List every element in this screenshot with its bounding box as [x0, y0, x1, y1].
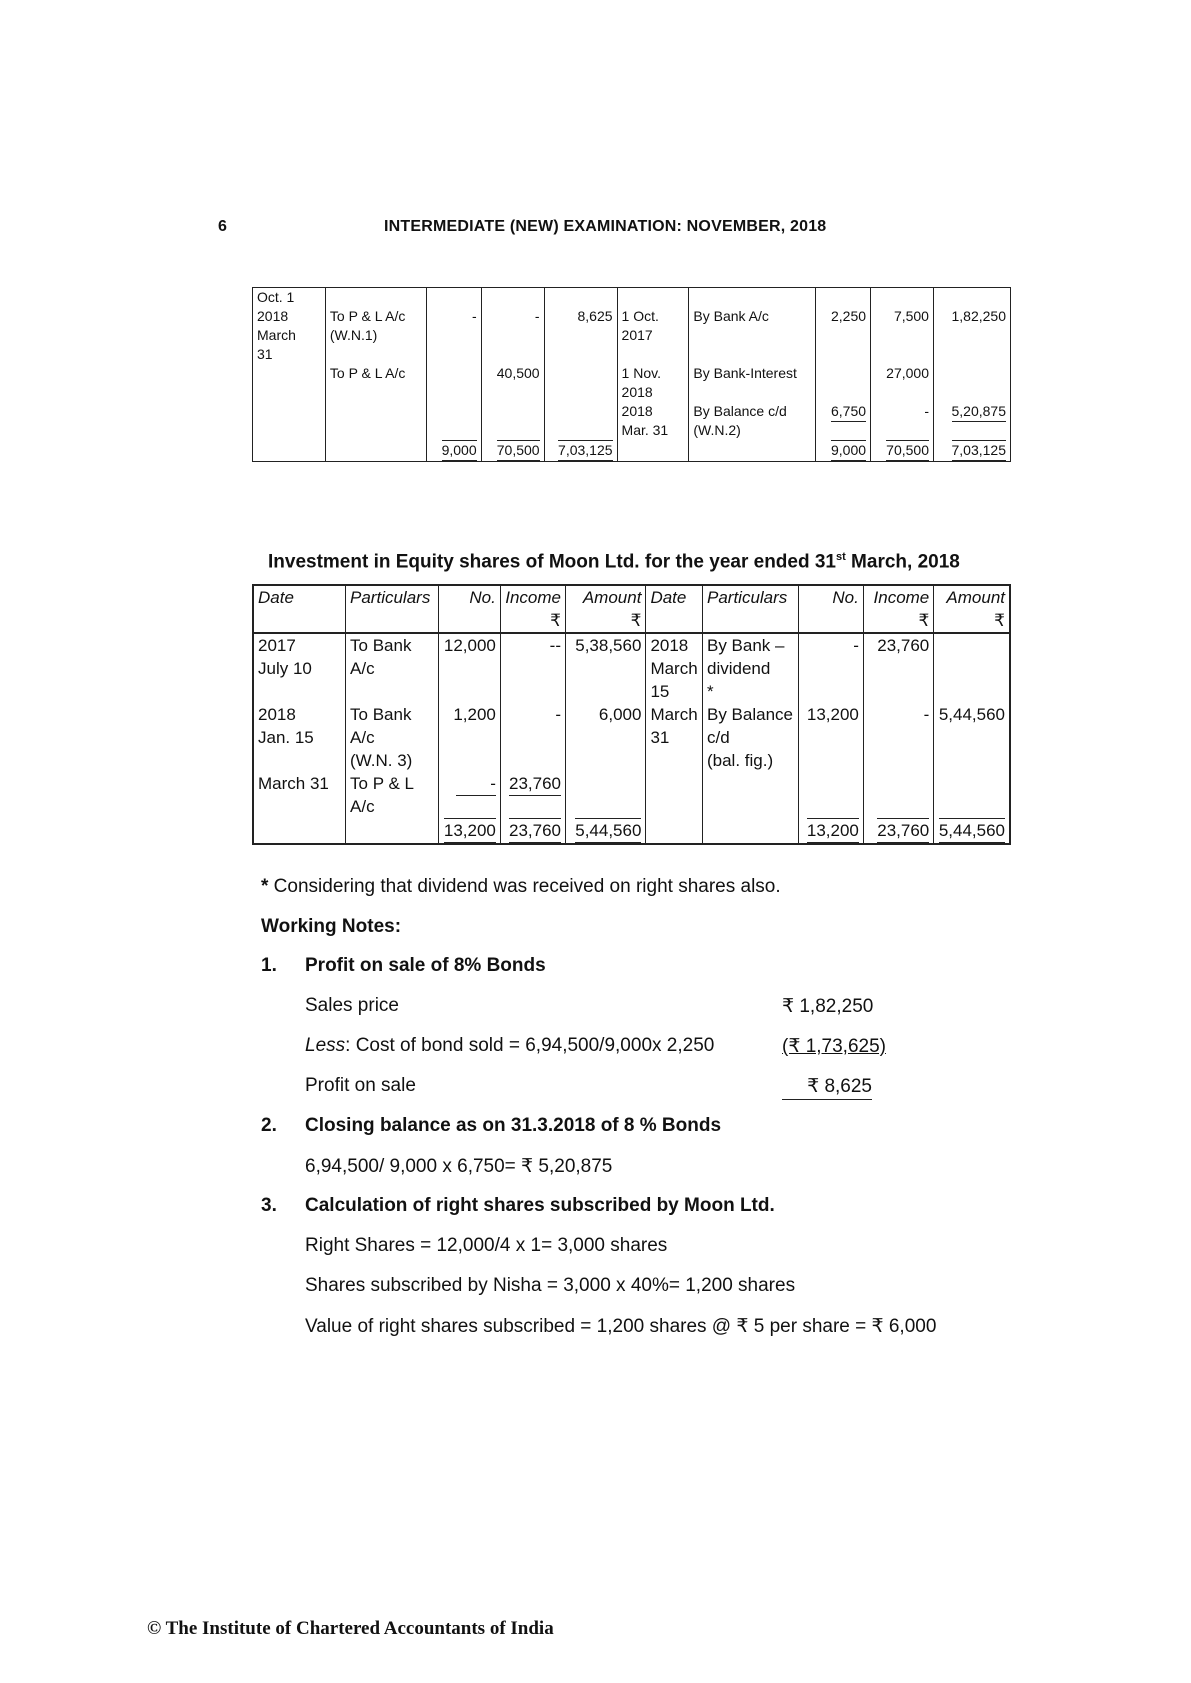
cell-no [426, 402, 481, 440]
page-header-title: INTERMEDIATE (NEW) EXAMINATION: NOVEMBER, 2018 [384, 218, 827, 235]
cell-no: 12,000 [438, 633, 500, 703]
cell-date: Oct. 1 [253, 288, 326, 308]
cell-part2: By Balance c/d (W.N.2) [689, 402, 816, 440]
cell-inc: 23,760 [500, 772, 565, 818]
cell-inc2: 23,760 [863, 633, 933, 703]
equity-shares-ledger-table [252, 584, 1011, 845]
working-notes-heading: Working Notes: [261, 916, 402, 937]
total-inc2: 70,500 [871, 440, 934, 462]
note3-line2: Shares subscribed by Nisha = 3,000 x 40%= 1,200 shares [305, 1275, 796, 1296]
cell-date: 2017 July 10 [253, 633, 346, 703]
empty-cell [617, 440, 689, 462]
header-amount: Amount ₹ [565, 585, 645, 633]
cell-no [426, 288, 481, 308]
cell-no2: 2,250 [816, 307, 871, 364]
note1-title: Profit on sale of 8% Bonds [305, 955, 546, 976]
table-header-row [253, 585, 1010, 633]
cell-date: March 31 [253, 772, 346, 818]
total-no2: 13,200 [798, 818, 863, 844]
cell-part2 [689, 288, 816, 308]
cell-amt [544, 402, 617, 440]
footer-copyright: © The Institute of Chartered Accountants of India [147, 1618, 554, 1639]
total-amt: 5,44,560 [565, 818, 645, 844]
cell-amt [544, 288, 617, 308]
cell-no2: - [798, 633, 863, 703]
cell-no: - [438, 772, 500, 818]
footnote: * Considering that dividend was received on right shares also. [261, 876, 781, 897]
total-inc: 23,760 [500, 818, 565, 844]
cell-amt: 5,38,560 [565, 633, 645, 703]
table2-title: Investment in Equity shares of Moon Ltd. for the year ended 31st March, 2018 [268, 551, 960, 573]
table-row [253, 772, 1010, 818]
cell-amt [544, 364, 617, 402]
note3-title: Calculation of right shares subscribed by Moon Ltd. [305, 1195, 775, 1216]
cell-amt: 8,625 [544, 307, 617, 364]
header-amount-2: Amount ₹ [934, 585, 1010, 633]
cell-inc2 [871, 288, 934, 308]
cell-part: To Bank A/c (W.N. 3) [346, 703, 439, 772]
empty-cell [325, 440, 426, 462]
cell-part: To P & L A/c [346, 772, 439, 818]
cell-inc2 [863, 772, 933, 818]
note2-number: 2. [261, 1115, 277, 1136]
table-row [253, 703, 1010, 772]
empty-cell [253, 818, 346, 844]
cell-amt2: 5,44,560 [934, 703, 1010, 772]
header-particulars: Particulars [346, 585, 439, 633]
header-income: Income ₹ [500, 585, 565, 633]
table-row [253, 633, 1010, 703]
cell-part2: By Balance c/d (bal. fig.) [702, 703, 798, 772]
cell-part2: By Bank A/c [689, 307, 816, 364]
cell-inc: - [481, 307, 544, 364]
note3-number: 3. [261, 1195, 277, 1216]
header-particulars-2: Particulars [702, 585, 798, 633]
bonds-ledger-table [252, 287, 1011, 462]
empty-cell [646, 818, 703, 844]
cell-date2: 1 Oct. 2017 [617, 307, 689, 364]
cell-date2: 2018 March 15 [646, 633, 703, 703]
profit-value: ₹ 8,625 [782, 1075, 872, 1100]
header-no-2: No. [798, 585, 863, 633]
cost-label: Less: Cost of bond sold = 6,94,500/9,000x 2,250 [305, 1035, 715, 1056]
cell-amt2 [933, 364, 1010, 402]
cell-amt: 6,000 [565, 703, 645, 772]
cell-inc2: - [863, 703, 933, 772]
cell-inc2: 27,000 [871, 364, 934, 402]
total-no2: 9,000 [816, 440, 871, 462]
cell-part: To P & L A/c [325, 364, 426, 402]
cell-amt2: 5,20,875 [933, 402, 1010, 440]
cell-date: 2018 March 31 [253, 307, 326, 364]
cell-amt [565, 772, 645, 818]
note3-line3: Value of right shares subscribed = 1,200 shares @ ₹ 5 per share = ₹ 6,000 [305, 1316, 937, 1337]
empty-cell [702, 818, 798, 844]
cell-no2 [798, 772, 863, 818]
total-amt: 7,03,125 [544, 440, 617, 462]
cell-inc2: - [871, 402, 934, 440]
empty-cell [253, 440, 326, 462]
header-no: No. [438, 585, 500, 633]
note3-line1: Right Shares = 12,000/4 x 1= 3,000 shares [305, 1235, 668, 1256]
total-inc: 70,500 [481, 440, 544, 462]
profit-label: Profit on sale [305, 1075, 416, 1096]
cell-inc [481, 288, 544, 308]
note2-calc: 6,94,500/ 9,000 x 6,750= ₹ 5,20,875 [305, 1156, 613, 1177]
header-date: Date [253, 585, 346, 633]
cell-part [325, 402, 426, 440]
total-inc2: 23,760 [863, 818, 933, 844]
table-row [253, 402, 1011, 440]
cell-amt2 [934, 633, 1010, 703]
empty-cell [346, 818, 439, 844]
header-date-2: Date [646, 585, 703, 633]
cell-part2: By Bank – dividend * [702, 633, 798, 703]
cell-inc: -- [500, 633, 565, 703]
cell-inc: 40,500 [481, 364, 544, 402]
cell-date [253, 402, 326, 440]
cell-part2 [702, 772, 798, 818]
cell-date2 [646, 772, 703, 818]
totals-row [253, 818, 1010, 844]
cell-part: To P & L A/c (W.N.1) [325, 307, 426, 364]
cell-no2 [816, 288, 871, 308]
empty-cell [689, 440, 816, 462]
total-no: 9,000 [426, 440, 481, 462]
total-amt2: 5,44,560 [934, 818, 1010, 844]
cell-date2: 1 Nov. 2018 [617, 364, 689, 402]
table-row [253, 288, 1011, 308]
cell-no: 1,200 [438, 703, 500, 772]
cell-date2: 2018 Mar. 31 [617, 402, 689, 440]
sales-price-value: ₹ 1,82,250 [782, 996, 874, 1017]
cell-amt2 [933, 288, 1010, 308]
total-no: 13,200 [438, 818, 500, 844]
note1-number: 1. [261, 955, 277, 976]
note2-title: Closing balance as on 31.3.2018 of 8 % Bonds [305, 1115, 722, 1136]
cell-inc [481, 402, 544, 440]
cell-inc: - [500, 703, 565, 772]
cell-no [426, 364, 481, 402]
cell-no2 [816, 364, 871, 402]
cell-part2: By Bank-Interest [689, 364, 816, 402]
cell-inc2: 7,500 [871, 307, 934, 364]
cell-amt2: 1,82,250 [933, 307, 1010, 364]
totals-row [253, 440, 1011, 462]
cell-date [253, 364, 326, 402]
cell-no: - [426, 307, 481, 364]
cell-date2 [617, 288, 689, 308]
table-row [253, 307, 1011, 364]
header-income-2: Income ₹ [863, 585, 933, 633]
table-row [253, 364, 1011, 402]
cell-part [325, 288, 426, 308]
page-number: 6 [218, 218, 227, 235]
total-amt2: 7,03,125 [933, 440, 1010, 462]
cell-amt2 [934, 772, 1010, 818]
cell-no2: 6,750 [816, 402, 871, 440]
sales-price-label: Sales price [305, 995, 399, 1016]
cell-date2: March 31 [646, 703, 703, 772]
cell-part: To Bank A/c [346, 633, 439, 703]
cell-no2: 13,200 [798, 703, 863, 772]
cost-value: (₹ 1,73,625) [782, 1036, 886, 1057]
cell-date: 2018 Jan. 15 [253, 703, 346, 772]
